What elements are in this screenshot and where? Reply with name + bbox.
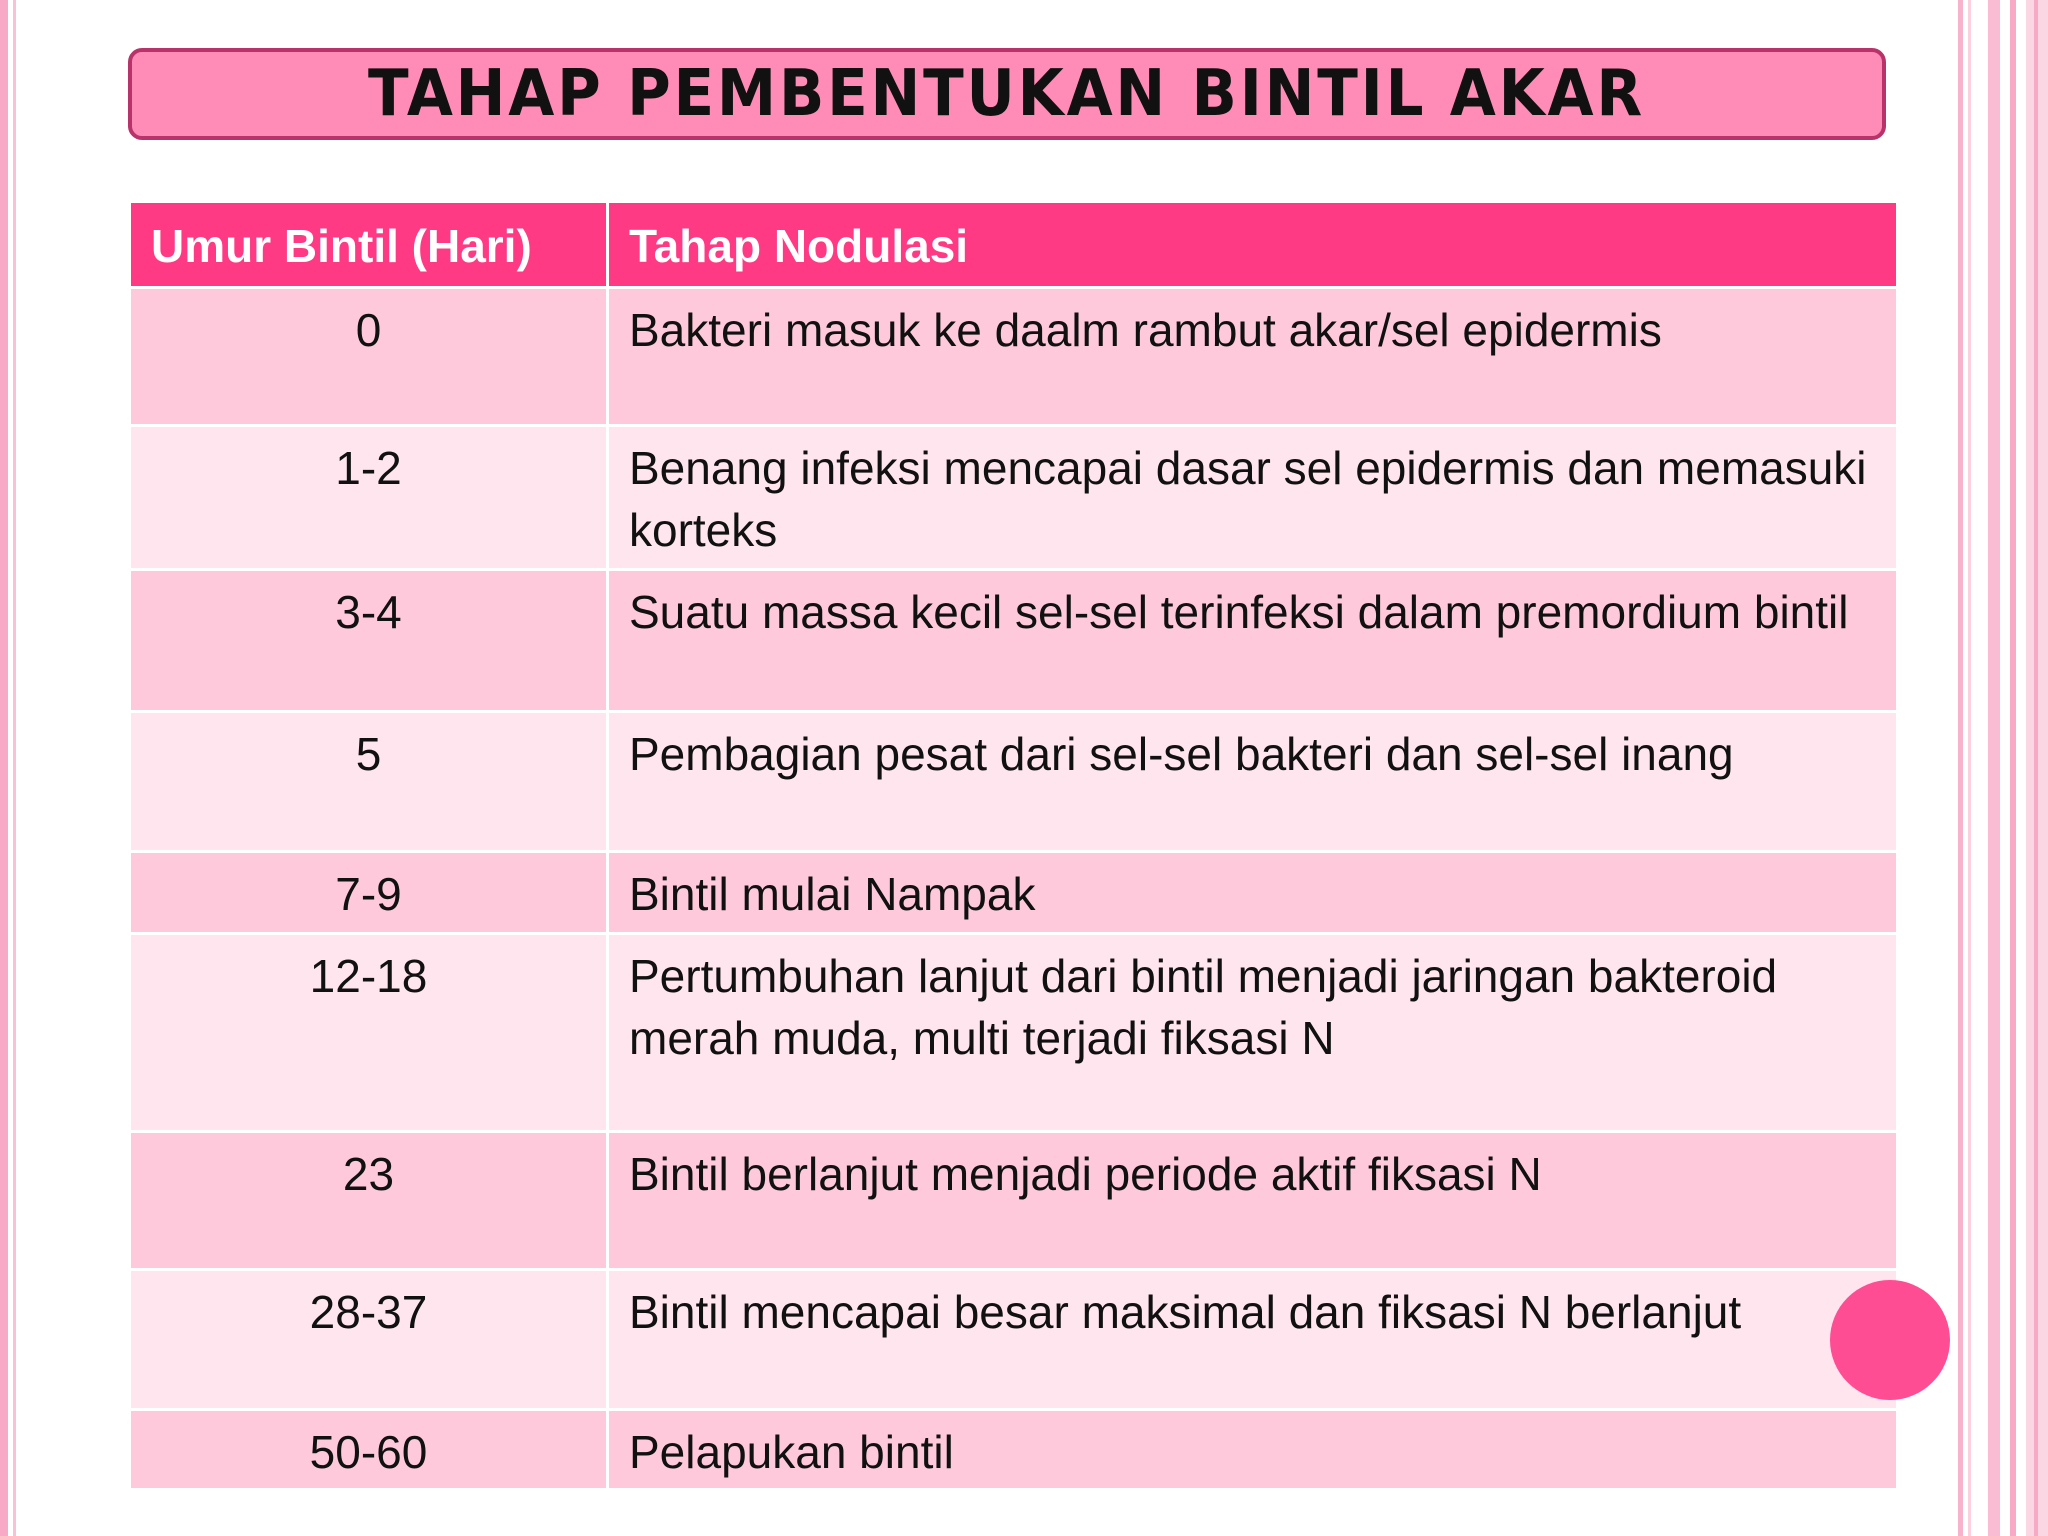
stage-cell: Bintil mulai Nampak bbox=[608, 852, 1898, 934]
table-row bbox=[130, 426, 1898, 570]
stage-cell: Pertumbuhan lanjut dari bintil menjadi jaringan bakteroid merah muda, multi terjadi fiksasi N bbox=[608, 934, 1898, 1132]
table-row bbox=[130, 288, 1898, 426]
right-border-stripe bbox=[1968, 0, 1971, 1536]
nodulation-stages-table bbox=[128, 200, 1899, 1491]
left-border-thin-stripe bbox=[13, 0, 16, 1536]
age-cell: 28-37 bbox=[130, 1270, 608, 1410]
stage-cell: Bintil mencapai besar maksimal dan fiksasi N berlanjut bbox=[608, 1270, 1898, 1410]
table-header-row bbox=[130, 202, 1898, 288]
right-border-stripe bbox=[2034, 0, 2038, 1536]
age-cell: 1-2 bbox=[130, 426, 608, 570]
age-cell: 3-4 bbox=[130, 570, 608, 712]
page-title: TAHAP PEMBENTUKAN BINTIL AKAR bbox=[368, 57, 1646, 131]
age-cell: 50-60 bbox=[130, 1410, 608, 1490]
table-row bbox=[130, 934, 1898, 1132]
decorative-accent-circle bbox=[1830, 1280, 1950, 1400]
left-border-stripe bbox=[0, 0, 8, 1536]
stage-cell: Suatu massa kecil sel-sel terinfeksi dalam premordium bintil bbox=[608, 570, 1898, 712]
table-row bbox=[130, 1132, 1898, 1270]
stage-cell: Pembagian pesat dari sel-sel bakteri dan sel-sel inang bbox=[608, 712, 1898, 852]
stage-cell: Benang infeksi mencapai dasar sel epidermis dan memasuki korteks bbox=[608, 426, 1898, 570]
table-row bbox=[130, 1270, 1898, 1410]
right-border-stripe bbox=[1988, 0, 2000, 1536]
age-cell: 12-18 bbox=[130, 934, 608, 1132]
age-cell: 7-9 bbox=[130, 852, 608, 934]
age-cell: 23 bbox=[130, 1132, 608, 1270]
stage-cell: Bakteri masuk ke daalm rambut akar/sel epidermis bbox=[608, 288, 1898, 426]
table-row bbox=[130, 852, 1898, 934]
stage-cell: Bintil berlanjut menjadi periode aktif fiksasi N bbox=[608, 1132, 1898, 1270]
column-header-age: Umur Bintil (Hari) bbox=[130, 202, 608, 288]
title-banner bbox=[128, 48, 1886, 140]
table-row bbox=[130, 570, 1898, 712]
table-row bbox=[130, 712, 1898, 852]
right-border-stripe bbox=[1958, 0, 1963, 1536]
column-header-stage: Tahap Nodulasi bbox=[608, 202, 1898, 288]
age-cell: 0 bbox=[130, 288, 608, 426]
stage-cell: Pelapukan bintil bbox=[608, 1410, 1898, 1490]
age-cell: 5 bbox=[130, 712, 608, 852]
table-row bbox=[130, 1410, 1898, 1490]
right-border-stripe bbox=[2010, 0, 2016, 1536]
